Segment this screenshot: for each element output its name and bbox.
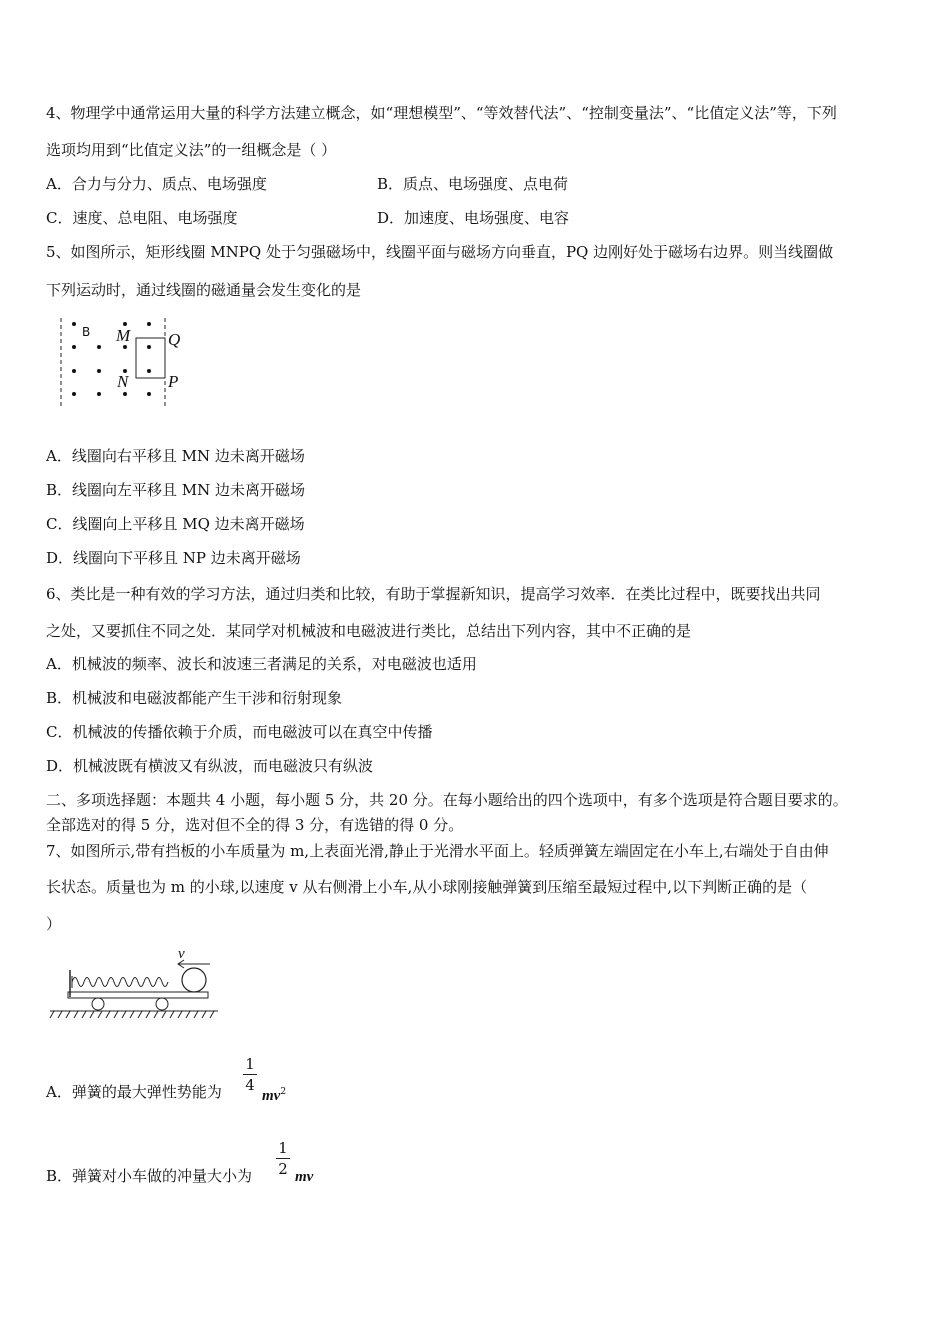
q4-stem-line2: 选项均用到“比值定义法”的一组概念是（ ） xyxy=(46,141,337,159)
ball xyxy=(182,968,206,992)
q5-option-d: D．线圈向下平移且 NP 边未离开磁场 xyxy=(46,549,301,567)
q6-option-c: C．机械波的传播依赖于介质，而电磁波可以在真空中传播 xyxy=(46,723,433,741)
q4-option-b: B．质点、电场强度、点电荷 xyxy=(377,175,569,193)
fraction-denominator: 4 xyxy=(245,1076,255,1094)
label-n: N xyxy=(117,372,129,391)
q6-stem-line1: 6、类比是一种有效的学习方法，通过归类和比较，有助于掌握新知识，提高学习效率．在类比过程中，既要找出共同 xyxy=(46,585,821,603)
spring xyxy=(72,978,168,987)
q5-option-b: B．线圈向左平移且 MN 边未离开磁场 xyxy=(46,481,306,499)
q4-stem-line1: 4、物理学中通常运用大量的科学方法建立概念，如“理想模型”、“等效替代法”、“控制变量法”、“比值定义法”等，下列 xyxy=(46,104,837,122)
label-v: v xyxy=(178,946,185,962)
formula-exponent: 2 xyxy=(280,1087,287,1097)
q5-stem-line1: 5、如图所示，矩形线圈 MNPQ 处于匀强磁场中，线圈平面与磁场方向垂直，PQ 边刚好处于磁场右边界。则当线圈做 xyxy=(46,243,834,261)
q5-option-a: A．线圈向右平移且 MN 边未离开磁场 xyxy=(46,447,305,465)
q5-option-c: C．线圈向上平移且 MQ 边未离开磁场 xyxy=(46,515,305,533)
cart-body xyxy=(68,992,208,998)
q4-option-d: D．加速度、电场强度、电容 xyxy=(377,209,570,227)
q6-option-d: D．机械波既有横波又有纵波，而电磁波只有纵波 xyxy=(46,757,374,775)
q7-option-b xyxy=(46,1166,252,1186)
q7-option-b-formula xyxy=(295,1166,313,1187)
q7-option-b-text: B．弹簧对小车做的冲量大小为 xyxy=(46,1167,253,1185)
q6-stem-line2: 之处，又要抓住不同之处．某同学对机械波和电磁波进行类比，总结出下列内容，其中不正确的是 xyxy=(46,622,692,640)
q7-stem-line3: ） xyxy=(46,915,62,933)
q4-option-a: A．合力与分力、质点、电场强度 xyxy=(46,175,267,193)
q7-option-b-fraction xyxy=(276,1139,290,1178)
q7-stem-line2: 长状态。质量也为 m 的小球,以速度 v 从右侧滑上小车,从小球刚接触弹簧到压缩至最短过程中,以下判断正确的是（ xyxy=(46,878,808,896)
q7-option-a-text: A．弹簧的最大弹性势能为 xyxy=(46,1083,222,1101)
fraction-numerator: 1 xyxy=(245,1055,255,1073)
q7-stem-line1: 7、如图所示,带有挡板的小车质量为 m,上表面光滑,静止于光滑水平面上。轻质弹簧左端固定在小车上,右端处于自由伸 xyxy=(46,842,829,860)
cart-spring-ball-figure xyxy=(48,942,220,1024)
formula-mv: mv xyxy=(295,1169,314,1185)
q7-option-a xyxy=(46,1082,222,1102)
q5-stem-line2: 下列运动时，通过线圈的磁通量会发生变化的是 xyxy=(46,281,362,299)
label-p: P xyxy=(168,372,179,391)
wheel-right xyxy=(156,998,168,1010)
q7-option-a-fraction xyxy=(243,1055,257,1094)
label-m: M xyxy=(116,326,131,345)
section2-heading-line1: 二、多项选择题：本题共 4 小题，每小题 5 分，共 20 分。在每小题给出的四个选项中，有多个选项是符合题目要求的。 xyxy=(46,791,848,809)
label-q: Q xyxy=(168,330,181,349)
magnetic-field-coil-figure xyxy=(55,316,195,408)
section2-heading-line2: 全部选对的得 5 分，选对但不全的得 3 分，有选错的得 0 分。 xyxy=(46,816,464,834)
q4-option-c: C．速度、总电阻、电场强度 xyxy=(46,209,238,227)
fraction-numerator: 1 xyxy=(278,1139,288,1157)
q7-option-a-formula xyxy=(262,1082,286,1106)
q6-option-b: B．机械波和电磁波都能产生干涉和衍射现象 xyxy=(46,689,343,707)
wheel-left xyxy=(92,998,104,1010)
fraction-denominator: 2 xyxy=(278,1160,288,1178)
label-b: B xyxy=(82,325,91,339)
formula-mv: mv xyxy=(262,1088,281,1104)
ground-hatch xyxy=(50,1011,214,1018)
q6-option-a: A．机械波的频率、波长和波速三者满足的关系，对电磁波也适用 xyxy=(46,655,477,673)
